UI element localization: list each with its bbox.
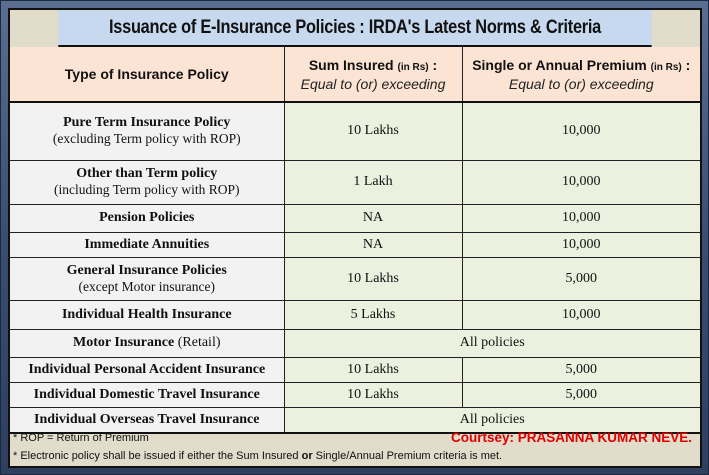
header-sum-insured-unit: (in Rs) [397,61,429,73]
all-policies: All policies [284,407,700,433]
premium: 10,000 [462,300,700,329]
policy-type [10,232,284,257]
premium: 5,000 [462,257,700,300]
page-title: Issuance of E-Insurance Policies : IRDA's Latest Norms & Criteria [58,10,651,47]
policy-type-label: Individual Overseas Travel Insurance [34,411,260,427]
premium: 10,000 [462,232,700,257]
sum-insured: 5 Lakhs [284,300,462,329]
header-type [10,47,284,102]
table-row [10,102,700,160]
credit-text: Courtsey: PRASANNA KUMAR NEVE. [450,430,692,445]
header-colon: : [681,56,691,73]
policy-type-label: Immediate Annuities [84,236,210,252]
rop-note: * ROP = Return of Premium [13,432,149,444]
table-row [10,382,700,407]
table-row [10,160,700,204]
header-premium-unit: (in Rs) [650,61,682,73]
issuance-note-text: * Electronic policy shall be issued if either the Sum Insured [13,450,302,462]
premium: 5,000 [462,382,700,407]
policy-type-note: (excluding Term policy with ROP) [52,131,241,147]
policy-type-label: Pension Policies [99,210,195,225]
sum-insured: NA [284,204,462,232]
policy-type-label: Individual Personal Accident Insurance [28,361,266,377]
header-premium-sub: Equal to (or) exceeding [508,75,654,92]
header-colon: : [428,56,438,73]
table-row [10,329,700,357]
sum-insured: NA [284,232,462,257]
premium: 5,000 [462,357,700,382]
policy-type-label: Motor Insurance [73,335,175,350]
all-policies: All policies [284,329,700,357]
policy-type-label: Individual Health Insurance [61,306,232,322]
sum-insured: 10 Lakhs [284,257,462,300]
table-row [10,204,700,232]
policy-type-note: (including Term policy with ROP) [53,182,240,197]
header-sum-insured-sub: Equal to (or) exceeding [300,75,446,92]
policy-type-note: (except Motor insurance) [78,278,215,294]
premium: 10,000 [462,204,700,232]
table-row [10,357,700,382]
sum-insured: 1 Lakh [284,160,462,204]
table-row [10,300,700,329]
premium: 10,000 [462,160,700,204]
policy-type [10,329,284,357]
policy-type-label: Individual Domestic Travel Insurance [33,386,260,402]
policy-type-label: General Insurance Policies [66,262,227,278]
header-premium [462,47,700,102]
policy-type [10,382,284,407]
table-row [10,257,700,300]
policy-type [10,102,284,160]
policy-type [10,257,284,300]
sum-insured: 10 Lakhs [284,382,462,407]
footer-notes [10,428,700,466]
issuance-note [13,450,502,462]
sum-insured: 10 Lakhs [284,102,462,160]
sum-insured: 10 Lakhs [284,357,462,382]
policy-type-suffix: (Retail) [174,335,221,350]
policy-type-label: Other than Term policy [76,166,218,181]
policy-type [10,204,284,232]
header-type-label: Type of Insurance Policy [64,66,229,82]
policy-type [10,160,284,204]
header-premium-label: Single or Annual Premium [472,56,647,73]
issuance-note-or: or [301,450,313,462]
header-sum-insured [284,47,462,102]
table-row [10,232,700,257]
header-sum-insured-label: Sum Insured [308,56,394,73]
criteria-table [10,47,700,434]
policy-type [10,357,284,382]
issuance-note-text: Single/Annual Premium criteria is met. [312,450,503,462]
policy-type [10,300,284,329]
table-header-row [10,47,700,102]
policy-type-label: Pure Term Insurance Policy [63,115,231,131]
premium: 10,000 [462,102,700,160]
criteria-panel [8,8,702,468]
